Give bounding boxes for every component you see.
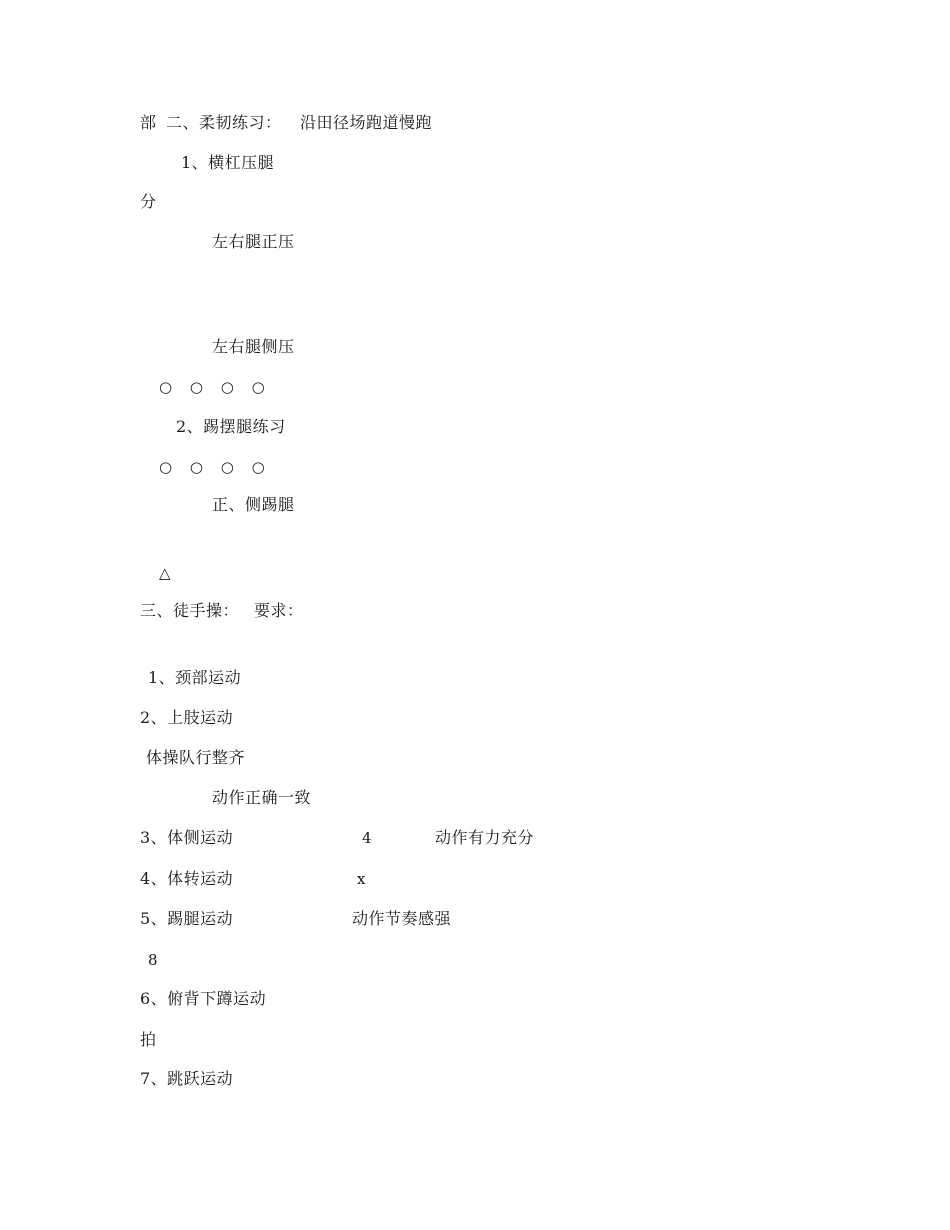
count-eight: 8	[148, 951, 159, 969]
item-forward-squat-exercise: 6、俯背下蹲运动	[140, 989, 267, 1008]
count-four: 4	[362, 829, 373, 847]
item-jumping-exercise: 7、跳跃运动	[140, 1069, 234, 1088]
item-bar-leg-press: 1、横杠压腿	[181, 153, 275, 172]
requirements-label: 要求：	[254, 601, 304, 620]
item-neck-exercise: 1、颈部运动	[148, 668, 242, 687]
requirement-rhythm: 动作节奏感强	[352, 909, 452, 928]
sub-item-side-press: 左右腿侧压	[212, 337, 295, 356]
item-torso-twist-exercise: 4、体转运动	[140, 869, 234, 888]
item-kick-exercise: 5、踢腿运动	[140, 909, 234, 928]
requirement-correct-uniform: 动作正确一致	[212, 788, 312, 807]
requirement-forceful: 动作有力充分	[435, 828, 535, 847]
side-text-beat: 拍	[140, 1030, 157, 1049]
side-text-fen: 分	[140, 192, 157, 211]
section-heading-flexibility: 二、柔韧练习：	[166, 113, 282, 132]
item-upper-limb-exercise: 2、上肢运动	[140, 708, 234, 727]
requirement-neat-formation: 体操队行整齐	[146, 748, 246, 767]
formation-circles-row-1: ○ ○ ○ ○	[159, 378, 265, 396]
sub-item-front-press: 左右腿正压	[212, 232, 295, 251]
section-prefix: 部	[140, 113, 157, 132]
sub-item-front-side-kick: 正、侧踢腿	[212, 495, 295, 514]
instructor-triangle-symbol: △	[159, 564, 171, 582]
formation-circles-row-2: ○ ○ ○ ○	[159, 458, 265, 476]
note-jogging: 沿田径场跑道慢跑	[300, 113, 433, 132]
item-kick-swing: 2、踢摆腿练习	[176, 417, 286, 436]
multiply-x: x	[357, 870, 366, 888]
section-heading-freehand: 三、徒手操：	[140, 601, 240, 620]
item-side-bend-exercise: 3、体侧运动	[140, 828, 234, 847]
